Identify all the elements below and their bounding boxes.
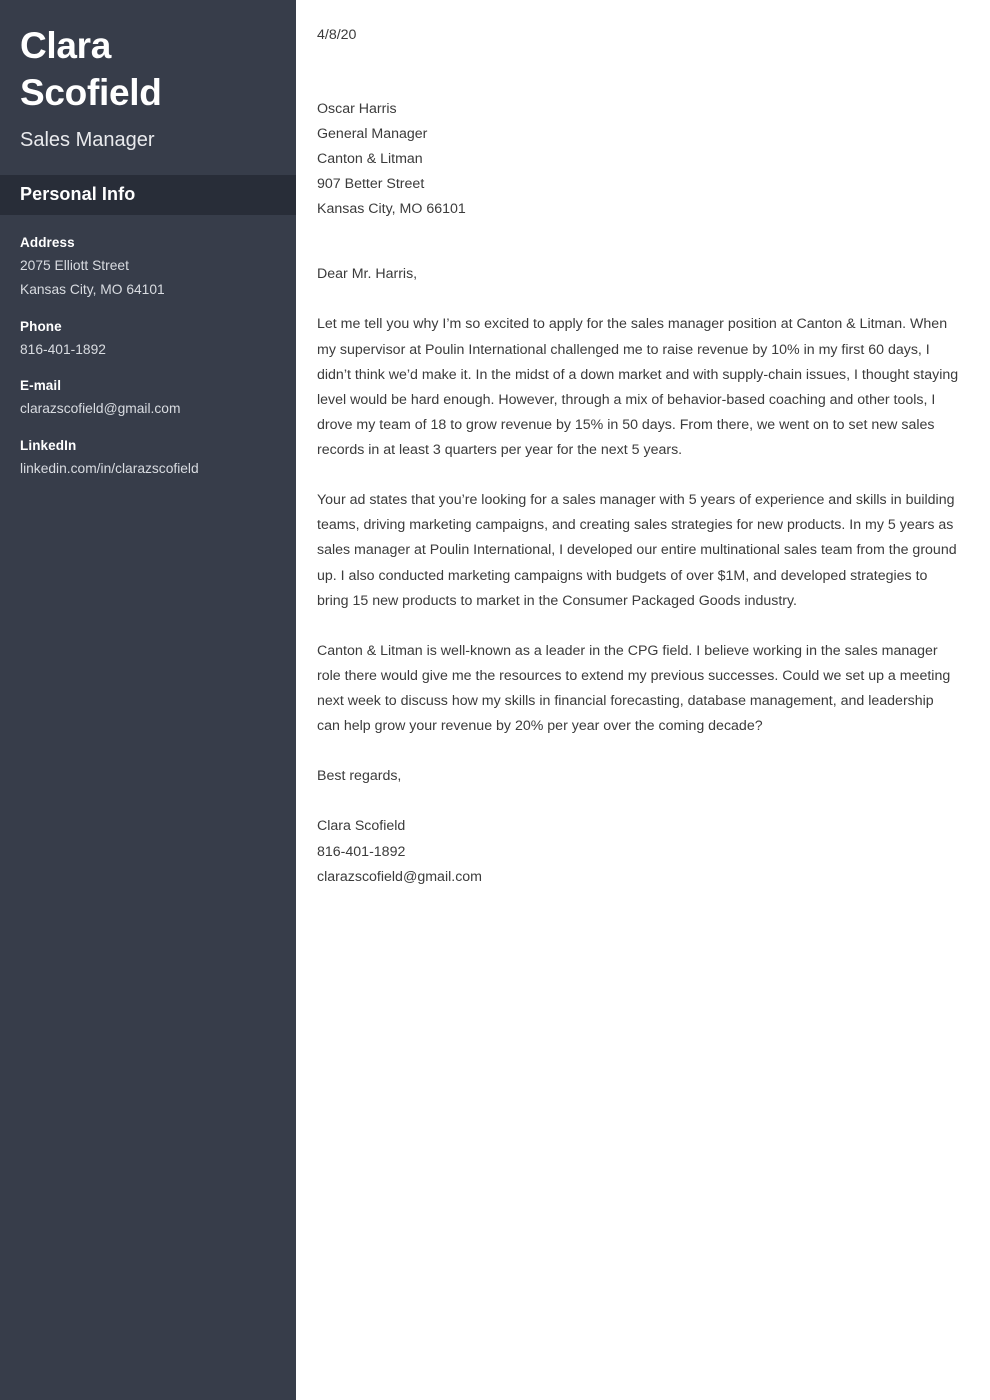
- contact-block-address: [20, 233, 276, 303]
- letter-date: 4/8/20: [317, 27, 357, 43]
- recipient-company: Canton & Litman: [317, 150, 423, 167]
- letter-paragraph-3: Canton & Litman is well-known as a leader in the CPG field. I believe working in the sales manager role there would give me the resources to extend my previous successes. Could we set up a meeting next week to discuss how my skills in financial forecasting, database management, and leadership can help grow your revenue by 20% per year over the coming decade?: [317, 642, 951, 735]
- sidebar: [0, 0, 296, 1400]
- contact-value-linkedin[interactable]: linkedin.com/in/clarazscofield: [20, 460, 199, 476]
- signature-block: [317, 814, 960, 889]
- personal-info-band: [0, 175, 296, 215]
- contact-block-linkedin: [20, 436, 276, 481]
- signature-name: Clara Scofield: [317, 818, 406, 835]
- recipient-title: General Manager: [317, 125, 428, 142]
- recipient-address-block: [317, 97, 960, 223]
- signature-email[interactable]: clarazscofield@gmail.com: [317, 868, 482, 885]
- sidebar-header: [0, 0, 296, 172]
- candidate-name: Clara Scofield: [20, 25, 162, 114]
- contact-value-phone: 816-401-1892: [20, 341, 106, 357]
- letter-paragraph-2: Your ad states that you’re looking for a sales manager with 5 years of experience and skills in building teams, driving marketing campaigns, and creating sales strategies for new products. In my 5 years as sales manager at Poulin International, I developed our entire multinational sales team from the ground up. I also conducted marketing campaigns with budgets of over $1M, and developed strategies to bring 15 new products to market in the Consumer Packaged Goods industry.: [317, 492, 957, 609]
- recipient-city-state-zip: Kansas City, MO 66101: [317, 201, 466, 218]
- contact-info-list: [0, 215, 296, 481]
- contact-value-address-line2: Kansas City, MO 64101: [20, 282, 165, 298]
- letter-paragraph-1: Let me tell you why I’m so excited to apply for the sales manager position at Canton & Litman. When my supervisor at Poulin International challenged me to raise revenue by 10% in my first 60 days, I didn’t think we’d make it. In the midst of a down market and with supply-chain issues, I thought staying level would be hard enough. However, through a mix of behavior-based coaching and other tools, I drove my team of 18 to grow revenue by 15% in 50 days. From there, we went on to set new sales records in at least 3 quarters per year for the next 5 years.: [317, 316, 959, 459]
- contact-value-email[interactable]: clarazscofield@gmail.com: [20, 401, 181, 417]
- candidate-job-title: Sales Manager: [20, 128, 155, 151]
- recipient-street: 907 Better Street: [317, 176, 425, 193]
- contact-label-phone: Phone: [20, 318, 62, 334]
- letter-body: [296, 0, 990, 1400]
- personal-info-heading: Personal Info: [20, 183, 136, 204]
- contact-block-email: [20, 376, 276, 421]
- recipient-name: Oscar Harris: [317, 100, 397, 117]
- contact-label-email: E-mail: [20, 378, 62, 394]
- contact-label-address: Address: [20, 234, 75, 250]
- letter-closing: Best regards,: [317, 768, 402, 785]
- contact-label-linkedin: LinkedIn: [20, 437, 77, 453]
- contact-value-address-line1: 2075 Elliott Street: [20, 257, 129, 273]
- signature-phone: 816-401-1892: [317, 843, 406, 860]
- letter-salutation: Dear Mr. Harris,: [317, 266, 418, 283]
- contact-block-phone: [20, 317, 276, 362]
